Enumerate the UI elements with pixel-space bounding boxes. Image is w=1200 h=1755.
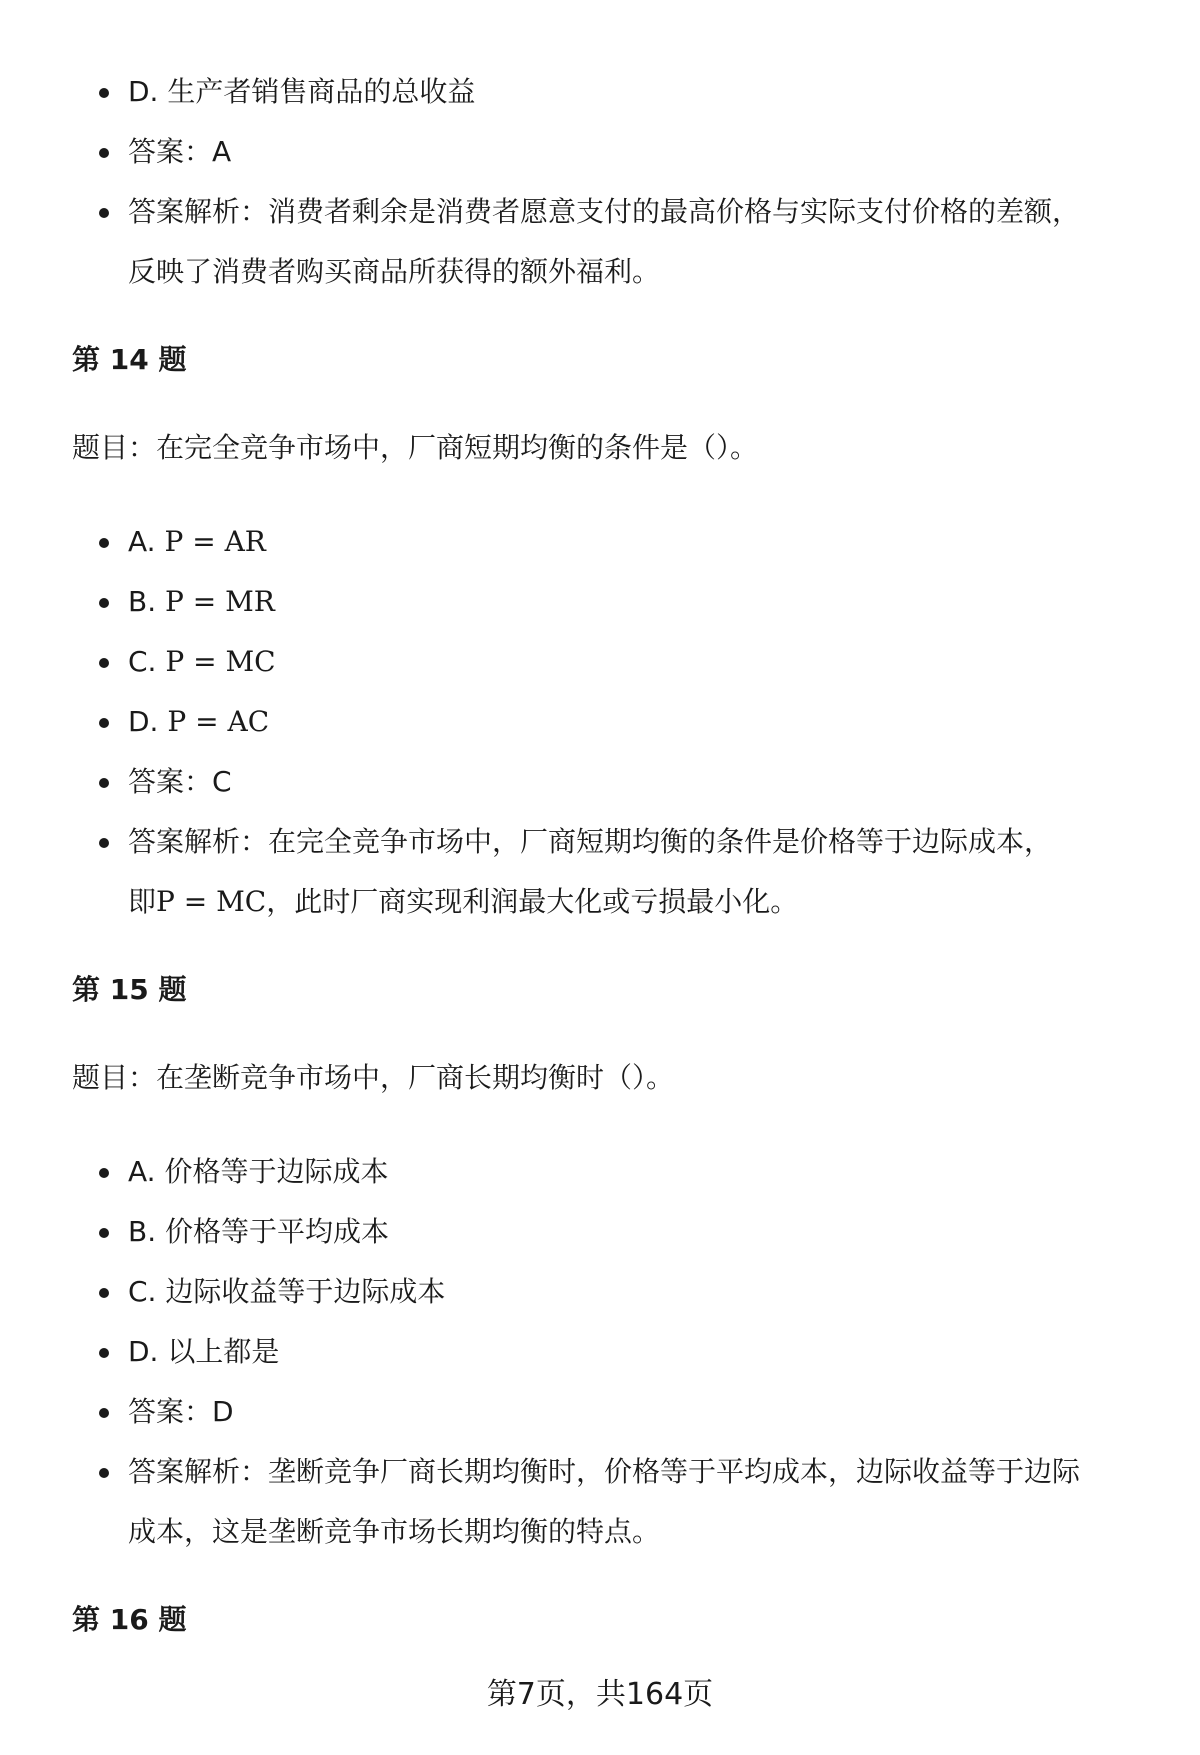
question-15-stem: 题目：在垄断竞争市场中，厂商长期均衡时（）。 (72, 1061, 675, 1094)
answer (72, 752, 1152, 812)
option-math: P = AC (167, 705, 270, 738)
spacer (72, 380, 1152, 428)
answer-text: 答案：D (128, 1395, 234, 1428)
option-label: B. 价格等于平均成本 (128, 1215, 390, 1248)
explanation-prefix: 即 (128, 885, 157, 918)
option-prefix: D. (128, 705, 168, 738)
option-c (72, 1262, 1152, 1322)
explanation-line-2: 成本，这是垄断竞争市场长期均衡的特点。 (128, 1515, 661, 1548)
option-label: C. 边际收益等于边际成本 (128, 1275, 446, 1308)
answer (72, 1382, 1152, 1442)
page-content (72, 62, 1152, 1640)
option-label: A. 价格等于边际成本 (128, 1155, 389, 1188)
explanation (72, 1442, 1152, 1562)
answer (72, 122, 1152, 182)
explanation-line-2: 反映了消费者购买商品所获得的额外福利。 (128, 255, 661, 288)
option-prefix: B. (128, 585, 166, 618)
question-15-list (72, 1142, 1152, 1562)
explanation-suffix: ，此时厂商实现利润最大化或亏损最小化。 (266, 885, 799, 918)
option-math: P = MR (165, 585, 275, 618)
option-label: D. 生产者销售商品的总收益 (128, 75, 476, 108)
option-d (72, 62, 1152, 122)
question-14-stem: 题目：在完全竞争市场中，厂商短期均衡的条件是（）。 (72, 431, 759, 464)
page-number: 第7页，共164页 (486, 1677, 714, 1712)
question-16-title: 第 16 题 (72, 1603, 187, 1636)
prev-question-list (72, 62, 1152, 302)
explanation-line-1: 答案解析：消费者剩余是消费者愿意支付的最高价格与实际支付价格的差额， (128, 195, 1081, 228)
explanation-math: P = MC (156, 885, 267, 918)
spacer (72, 932, 1152, 970)
explanation (72, 812, 1152, 932)
option-math: P = MC (165, 645, 276, 678)
explanation-line-1: 答案解析：垄断竞争厂商长期均衡时，价格等于平均成本，边际收益等于边际 (128, 1455, 1081, 1488)
question-14-title: 第 14 题 (72, 343, 187, 376)
option-prefix: C. (128, 645, 166, 678)
option-d (72, 692, 1152, 752)
spacer (72, 468, 1152, 512)
option-b (72, 1202, 1152, 1262)
option-d (72, 1322, 1152, 1382)
explanation-line-1: 答案解析：在完全竞争市场中，厂商短期均衡的条件是价格等于边际成本， (128, 825, 1053, 858)
option-b (72, 572, 1152, 632)
option-a (72, 1142, 1152, 1202)
spacer (72, 1562, 1152, 1600)
option-a (72, 512, 1152, 572)
option-math: P = AR (164, 525, 266, 558)
explanation (72, 182, 1152, 302)
question-14-list (72, 512, 1152, 932)
answer-text: 答案：C (128, 765, 232, 798)
answer-text: 答案：A (128, 135, 232, 168)
spacer (72, 1010, 1152, 1058)
option-label: D. 以上都是 (128, 1335, 280, 1368)
option-c (72, 632, 1152, 692)
option-prefix: A. (128, 525, 165, 558)
spacer (72, 302, 1152, 340)
question-15-title: 第 15 题 (72, 973, 187, 1006)
spacer (72, 1098, 1152, 1142)
